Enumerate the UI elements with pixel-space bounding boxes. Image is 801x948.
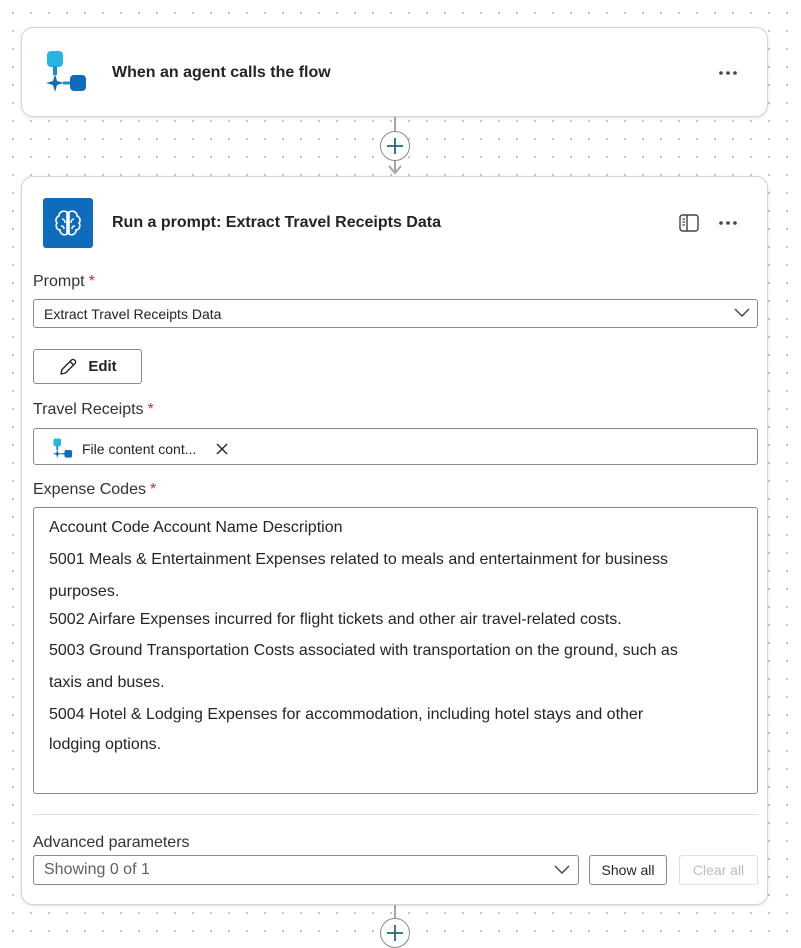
token-label: File content cont... bbox=[82, 441, 197, 457]
expense-code-line: purposes. bbox=[49, 583, 120, 600]
connector-arrow-icon bbox=[387, 164, 403, 176]
edit-button[interactable] bbox=[33, 349, 142, 384]
required-mark: * bbox=[149, 481, 157, 498]
action-card[interactable] bbox=[21, 176, 768, 905]
expense-codes-label: Expense Codes * bbox=[33, 481, 157, 498]
expense-code-line: taxis and buses. bbox=[49, 674, 165, 691]
chevron-down-icon bbox=[734, 308, 750, 318]
trigger-title: When an agent calls the flow bbox=[112, 64, 331, 81]
travel-receipts-label: Travel Receipts * bbox=[33, 401, 154, 418]
expense-code-line: 5003 Ground Transportation Costs associated with transportation on the ground, such as bbox=[49, 642, 678, 659]
trigger-more-button[interactable] bbox=[714, 59, 742, 87]
edit-button-label: Edit bbox=[88, 358, 117, 375]
agent-flow-icon bbox=[52, 438, 74, 460]
clear-all-button[interactable]: Clear all bbox=[679, 855, 758, 885]
side-panel-icon bbox=[679, 214, 699, 232]
advanced-parameters-dropdown[interactable] bbox=[33, 855, 579, 885]
prompt-dropdown[interactable] bbox=[33, 299, 758, 328]
travel-receipts-input[interactable] bbox=[33, 428, 758, 465]
expense-code-line: 5004 Hotel & Lodging Expenses for accommodation, including hotel stays and other bbox=[49, 706, 644, 723]
close-icon bbox=[216, 443, 228, 455]
advanced-parameters-label: Advanced parameters bbox=[33, 834, 190, 851]
expense-code-line: Account Code Account Name Description bbox=[49, 519, 343, 536]
expense-code-line: lodging options. bbox=[49, 736, 162, 753]
action-title: Run a prompt: Extract Travel Receipts Data bbox=[112, 214, 441, 231]
show-all-button[interactable]: Show all bbox=[589, 855, 667, 885]
required-mark: * bbox=[88, 273, 95, 290]
required-mark: * bbox=[147, 401, 154, 418]
expense-code-line: 5001 Meals & Entertainment Expenses related to meals and entertainment for business bbox=[49, 551, 669, 568]
expense-code-line: 5002 Airfare Expenses incurred for flight tickets and other air travel-related costs. bbox=[49, 611, 622, 628]
agent-flow-icon bbox=[44, 50, 90, 96]
add-icon bbox=[386, 924, 404, 942]
trigger-card[interactable] bbox=[21, 27, 768, 117]
more-horizontal-icon bbox=[718, 220, 738, 226]
prompt-label: Prompt * bbox=[33, 273, 95, 290]
remove-token-button[interactable] bbox=[214, 441, 230, 457]
chevron-down-icon bbox=[554, 865, 570, 875]
action-more-button[interactable] bbox=[714, 209, 742, 237]
advanced-parameters-value: Showing 0 of 1 bbox=[44, 861, 150, 878]
expense-codes-textarea[interactable] bbox=[33, 507, 758, 794]
add-icon bbox=[386, 137, 404, 155]
dynamic-content-token[interactable] bbox=[52, 438, 230, 460]
pencil-icon bbox=[58, 357, 78, 377]
add-step-button[interactable] bbox=[380, 131, 410, 161]
ai-brain-icon bbox=[43, 198, 93, 248]
section-divider bbox=[33, 814, 758, 815]
side-panel-button[interactable] bbox=[675, 209, 703, 237]
more-horizontal-icon bbox=[718, 70, 738, 76]
prompt-dropdown-value: Extract Travel Receipts Data bbox=[44, 306, 222, 322]
